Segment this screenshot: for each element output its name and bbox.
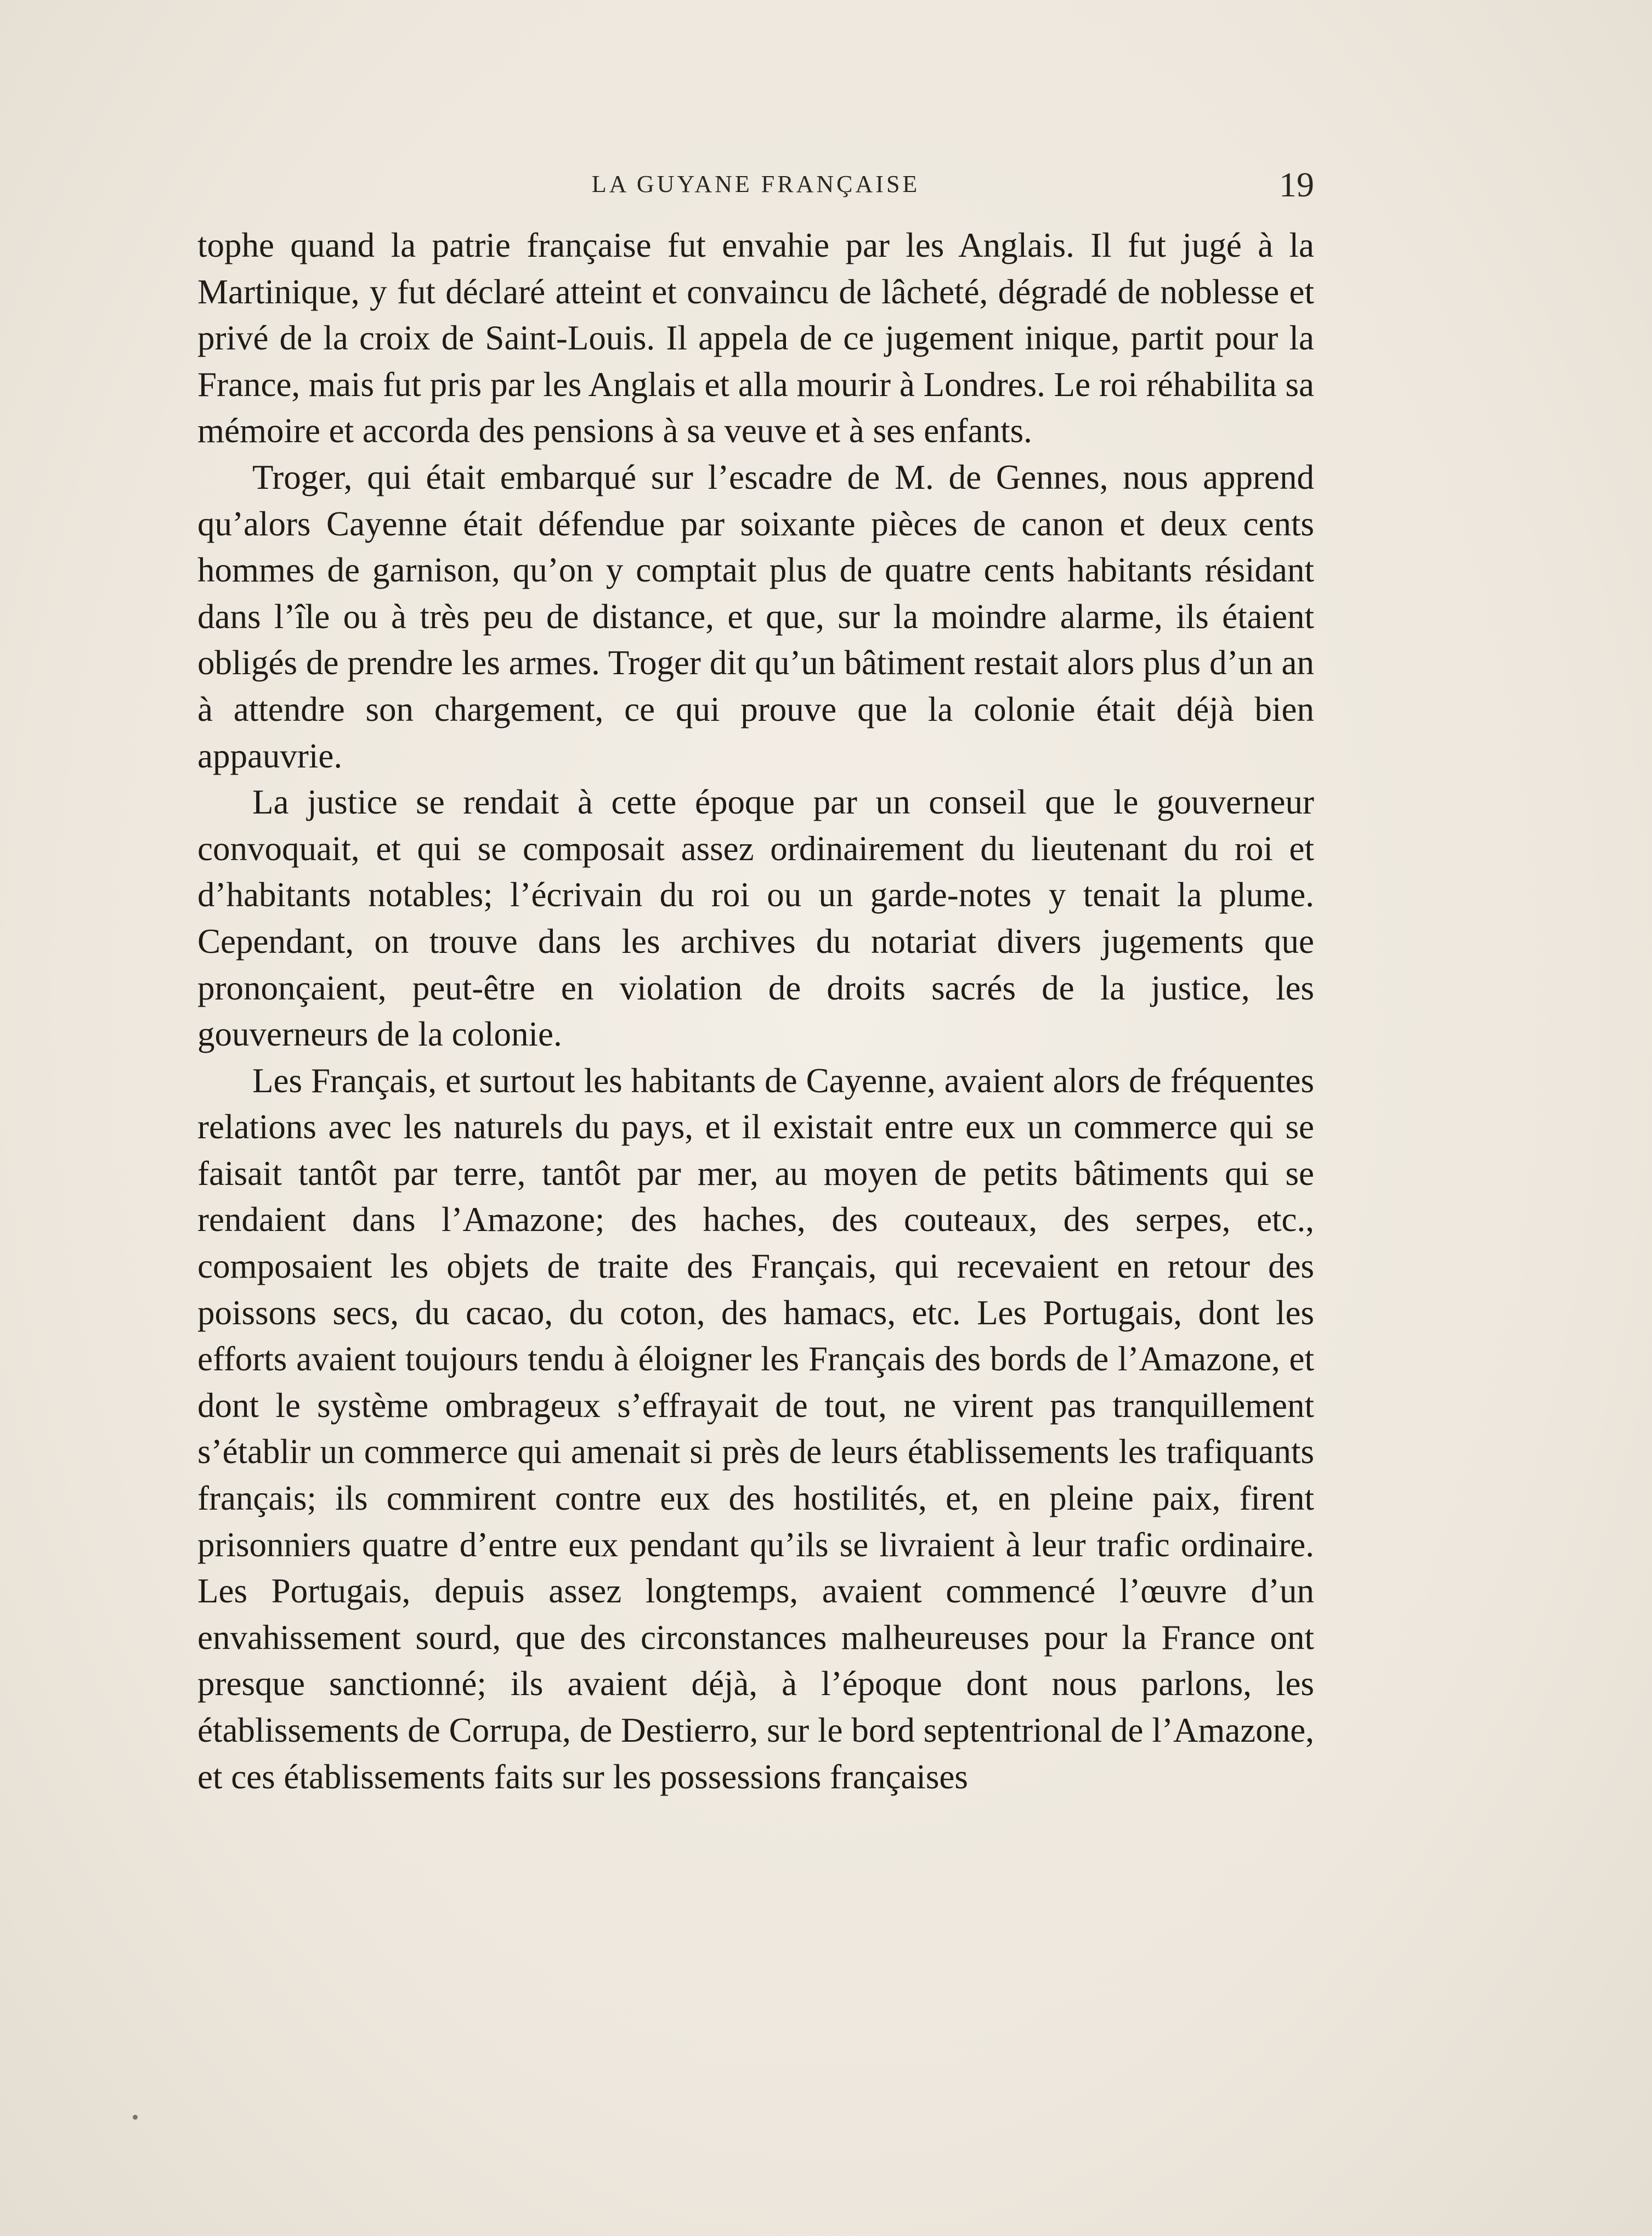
paragraph-continued: tophe quand la patrie française fut envahie par les Anglais. Il fut jugé à la Martinique, y fut déclaré atteint et convaincu de lâcheté, dégradé de noblesse et privé de la croix de Saint-Louis. Il appela de ce jugement inique, partit pour la France, mais fut pris par les Anglais et alla mourir à Londres. Le roi réhabilita sa mémoire et accorda des pensions à sa veuve et à ses enfants. [197, 226, 1314, 450]
paragraph-commerce: Les Français, et surtout les habitants de Cayenne, avaient alors de fréquentes relations avec les naturels du pays, et il existait entre eux un commerce qui se faisait tantôt par terre, tantôt par mer, au moyen de petits bâtiments qui se rendaient dans l’Amazone; des haches, des couteaux, des serpes, etc., composaient les objets de traite des Français, qui recevaient en retour des poissons secs, du cacao, du coton, des hamacs, etc. Les Portugais, dont les efforts avaient toujours tendu à éloigner les Français des bords de l’Amazone, et dont le système ombrageux s’effrayait de tout, ne virent pas tranquillement s’établir un commerce qui amenait si près de leurs établissements les trafiquants français; ils commirent contre eux des hostilités, et, en pleine paix, firent prisonniers quatre d’entre eux pendant qu’ils se livraient à leur trafic ordinaire. Les Portugais, depuis assez longtemps, avaient commencé l’œuvre d’un envahissement sourd, que des circonstances malheureuses pour la France ont presque sanctionné; ils avaient déjà, à l’époque dont nous parlons, les établissements de Corrupa, de Destierro, sur le bord septentrional de l’Amazone, et ces établissements faits sur les possessions françaises [197, 1061, 1314, 1796]
page-number: 19 [1279, 165, 1314, 204]
paragraph-justice: La justice se rendait à cette époque par un conseil que le gouverneur convoquait, et qui se composait assez ordinairement du lieutenant du roi et d’habitants notables; l’écrivain du roi ou un garde-notes y tenait la plume. Cependant, on trouve dans les archives du notariat divers jugements que prononçaient, peut-être en violation de droits sacrés de la justice, les gouverneurs de la colonie. [197, 783, 1314, 1054]
running-title: LA GUYANE FRANÇAISE [591, 171, 920, 197]
paper-speck [133, 2115, 138, 2120]
paragraph-troger: Troger, qui était embarqué sur l’escadre de M. de Gennes, nous apprend qu’alors Cayenne était défendue par soixante pièces de canon et deux cents hommes de garnison, qu’on y comptait plus de quatre cents habitants résidant dans l’île ou à très peu de distance, et que, sur la moindre alarme, ils étaient obligés de prendre les armes. Troger dit qu’un bâtiment restait alors plus d’un an à attendre son chargement, ce qui prouve que la colonie était déjà bien appauvrie. [197, 458, 1314, 775]
running-head [197, 165, 1314, 214]
body-text [197, 222, 1314, 1800]
